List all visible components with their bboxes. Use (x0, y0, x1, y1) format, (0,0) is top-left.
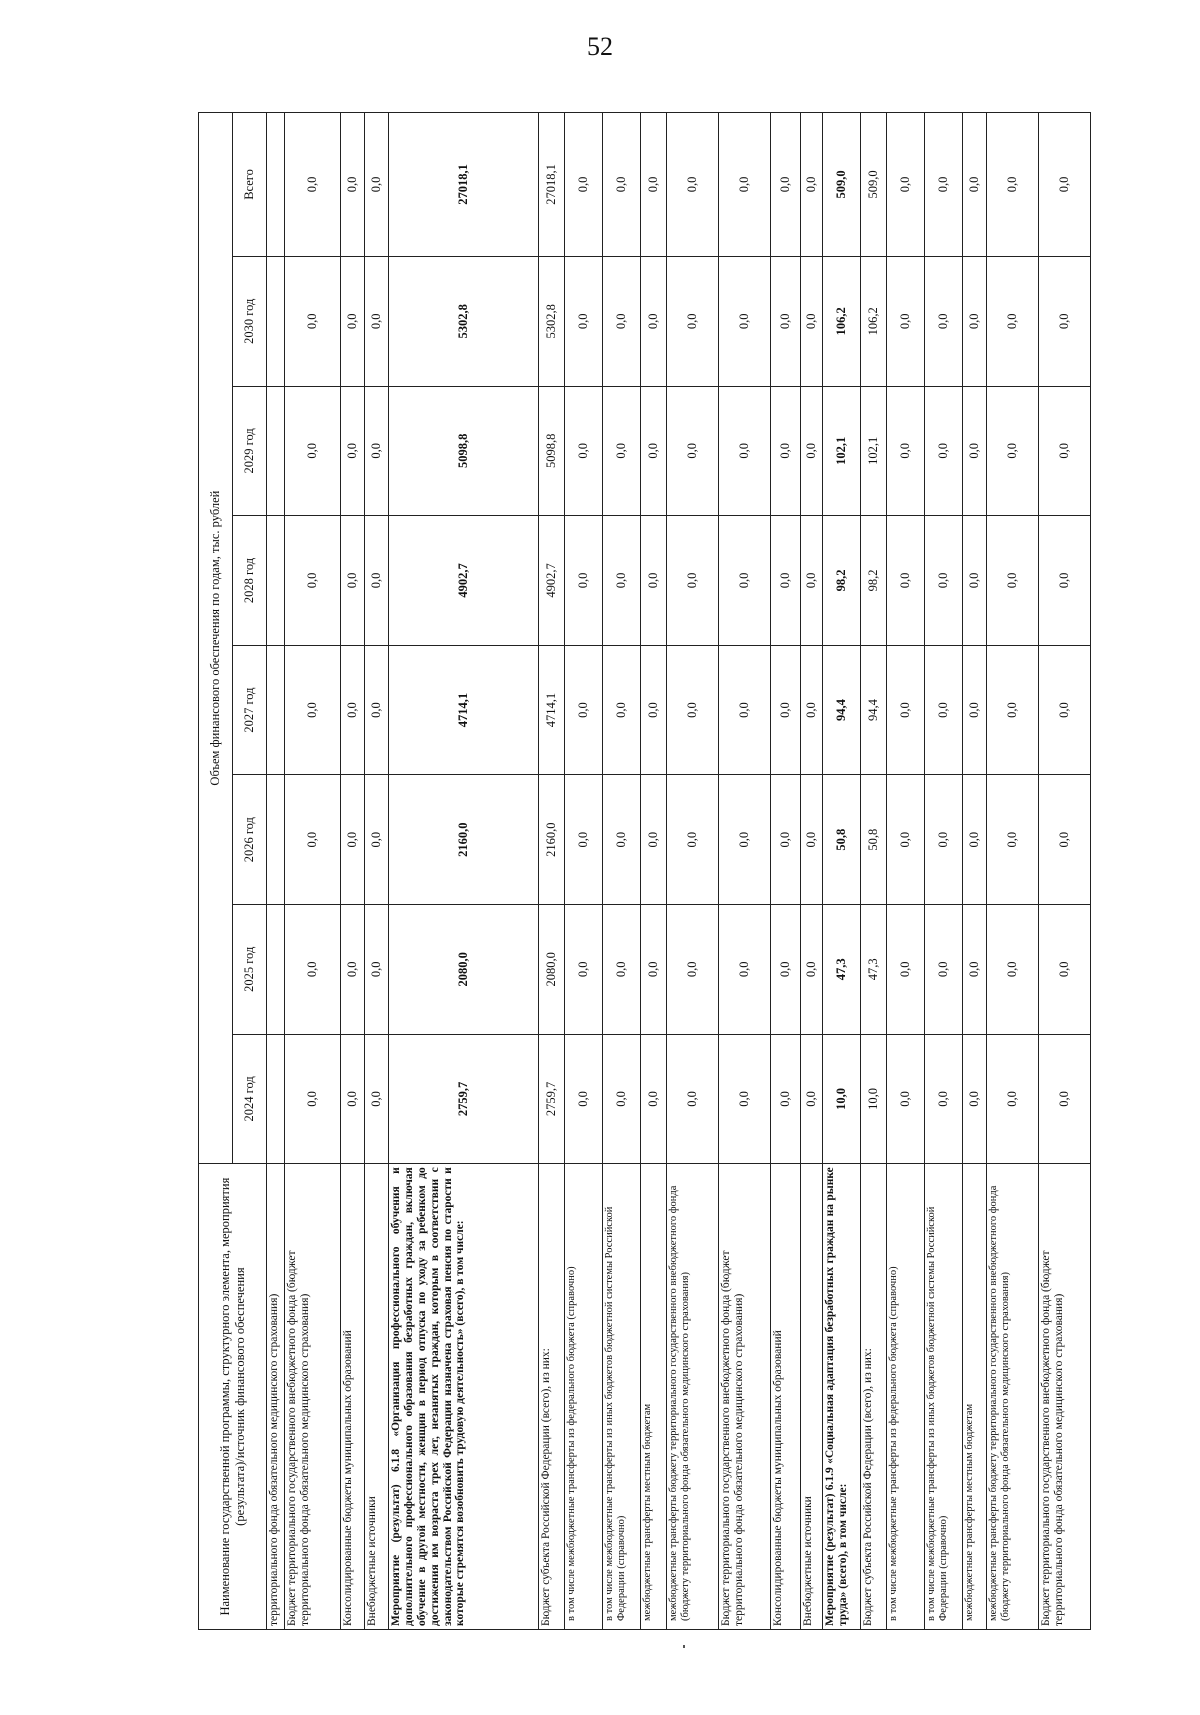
value-cell (267, 516, 285, 646)
value-cell: 0,0 (801, 904, 823, 1034)
table-row (565, 113, 603, 1630)
value-cell: 2160,0 (389, 775, 539, 905)
row-name-cell: Консолидированные бюджеты муниципальных образований (771, 1164, 801, 1630)
table-row (801, 113, 823, 1630)
value-cell: 0,0 (771, 775, 801, 905)
value-cell: 47,3 (823, 904, 861, 1034)
row-name-cell: Внебюджетные источники (801, 1164, 823, 1630)
row-name-cell: в том числе межбюджетные трансферты из иных бюджетов бюджетной системы Российской Федерации (справочно) (603, 1164, 641, 1630)
value-cell: 0,0 (801, 645, 823, 775)
value-cell: 0,0 (341, 645, 365, 775)
value-cell: 0,0 (667, 386, 719, 516)
year-header-cell: 2029 год (233, 386, 267, 516)
value-cell: 0,0 (963, 1034, 987, 1164)
value-cell: 0,0 (641, 1034, 667, 1164)
table-row (603, 113, 641, 1630)
value-cell: 0,0 (925, 516, 963, 646)
value-cell: 0,0 (719, 386, 771, 516)
value-cell: 509,0 (823, 113, 861, 257)
value-cell: 0,0 (603, 113, 641, 257)
value-cell: 0,0 (565, 256, 603, 386)
value-cell: 0,0 (641, 113, 667, 257)
value-cell: 0,0 (771, 645, 801, 775)
value-cell: 0,0 (1039, 775, 1091, 905)
value-cell (267, 256, 285, 386)
row-name-cell: Консолидированные бюджеты муниципальных образований (341, 1164, 365, 1630)
value-cell: 0,0 (603, 645, 641, 775)
value-cell: 0,0 (641, 256, 667, 386)
financing-table (198, 112, 1091, 1630)
value-cell: 0,0 (801, 113, 823, 257)
row-name-cell: в том числе межбюджетные трансферты из иных бюджетов бюджетной системы Российской Федерации (справочно) (925, 1164, 963, 1630)
value-cell: 0,0 (887, 645, 925, 775)
value-cell: 0,0 (987, 256, 1039, 386)
value-cell: 94,4 (861, 645, 887, 775)
value-cell: 0,0 (719, 256, 771, 386)
value-cell: 0,0 (1039, 645, 1091, 775)
value-cell: 0,0 (565, 113, 603, 257)
value-cell: 0,0 (925, 904, 963, 1034)
table-row (365, 113, 389, 1630)
value-cell: 0,0 (887, 775, 925, 905)
value-cell: 0,0 (887, 904, 925, 1034)
value-cell: 0,0 (963, 386, 987, 516)
value-cell: 0,0 (801, 775, 823, 905)
value-cell (267, 775, 285, 905)
value-cell: 0,0 (641, 386, 667, 516)
row-name-cell: Бюджет территориального государственного внебюджетного фонда (бюджет территориального фонда обязательного медицинского страхования) (285, 1164, 341, 1630)
value-cell: 0,0 (925, 775, 963, 905)
value-cell: 10,0 (823, 1034, 861, 1164)
table-row (925, 113, 963, 1630)
value-cell (267, 1034, 285, 1164)
value-cell: 0,0 (771, 516, 801, 646)
value-cell: 10,0 (861, 1034, 887, 1164)
value-cell: 0,0 (285, 1034, 341, 1164)
value-cell: 102,1 (823, 386, 861, 516)
stray-mark (683, 1645, 685, 1648)
value-cell: 0,0 (987, 113, 1039, 257)
value-cell (267, 386, 285, 516)
table-row (887, 113, 925, 1630)
value-cell: 0,0 (719, 1034, 771, 1164)
value-cell: 2160,0 (539, 775, 565, 905)
value-cell: 0,0 (603, 386, 641, 516)
value-cell: 0,0 (603, 904, 641, 1034)
value-cell: 0,0 (887, 256, 925, 386)
value-cell: 0,0 (1039, 1034, 1091, 1164)
value-cell: 0,0 (771, 1034, 801, 1164)
year-header-cell: 2027 год (233, 645, 267, 775)
value-cell: 0,0 (667, 516, 719, 646)
table-body (267, 113, 1091, 1630)
table-row (341, 113, 365, 1630)
value-cell: 0,0 (719, 113, 771, 257)
value-cell: 0,0 (771, 256, 801, 386)
value-cell: 0,0 (987, 386, 1039, 516)
value-cell: 27018,1 (539, 113, 565, 257)
value-cell: 0,0 (341, 775, 365, 905)
value-cell: 0,0 (801, 1034, 823, 1164)
row-name-cell: Бюджет территориального государственного внебюджетного фонда (бюджет территориального фонда обязательного медицинского страхования) (719, 1164, 771, 1630)
value-cell: 0,0 (565, 386, 603, 516)
value-cell: 0,0 (341, 516, 365, 646)
year-header-cell: Всего (233, 113, 267, 257)
value-cell: 0,0 (365, 113, 389, 257)
value-cell: 0,0 (365, 775, 389, 905)
value-cell: 0,0 (771, 904, 801, 1034)
value-cell: 0,0 (603, 516, 641, 646)
value-cell: 0,0 (341, 256, 365, 386)
value-cell: 0,0 (987, 904, 1039, 1034)
value-cell: 0,0 (641, 516, 667, 646)
value-cell: 5098,8 (539, 386, 565, 516)
value-cell: 50,8 (861, 775, 887, 905)
value-cell: 0,0 (285, 516, 341, 646)
row-name-cell: межбюджетные трансферты местным бюджетам (963, 1164, 987, 1630)
header-name-cell: Наименование государственной программы, структурного элемента, мероприятия (результата)/источник финансового обеспечения (199, 1164, 267, 1630)
value-cell: 0,0 (719, 904, 771, 1034)
value-cell: 0,0 (365, 256, 389, 386)
value-cell: 0,0 (365, 386, 389, 516)
table-row (641, 113, 667, 1630)
value-cell: 0,0 (565, 516, 603, 646)
value-cell: 4714,1 (539, 645, 565, 775)
value-cell: 0,0 (1039, 904, 1091, 1034)
value-cell: 0,0 (987, 645, 1039, 775)
value-cell: 0,0 (925, 386, 963, 516)
row-name-cell: Мероприятие (результат) 6.1.9 «Социальная адаптация безработных граждан на рынке труда» (всего), в том числе: (823, 1164, 861, 1630)
value-cell: 0,0 (365, 904, 389, 1034)
row-name-cell: в том числе межбюджетные трансферты из федерального бюджета (справочно) (887, 1164, 925, 1630)
row-name-cell: Внебюджетные источники (365, 1164, 389, 1630)
value-cell: 0,0 (667, 1034, 719, 1164)
row-name-cell: межбюджетные трансферты местным бюджетам (641, 1164, 667, 1630)
value-cell: 2080,0 (389, 904, 539, 1034)
value-cell: 106,2 (823, 256, 861, 386)
value-cell: 0,0 (925, 1034, 963, 1164)
value-cell: 5098,8 (389, 386, 539, 516)
value-cell: 2759,7 (389, 1034, 539, 1164)
value-cell: 0,0 (719, 516, 771, 646)
value-cell: 0,0 (641, 645, 667, 775)
value-cell: 0,0 (365, 1034, 389, 1164)
row-name-cell: Бюджет субъекта Российской Федерации (всего), из них: (861, 1164, 887, 1630)
value-cell: 27018,1 (389, 113, 539, 257)
table-row (267, 113, 285, 1630)
table-row (861, 113, 887, 1630)
value-cell: 4902,7 (539, 516, 565, 646)
value-cell: 5302,8 (539, 256, 565, 386)
value-cell: 0,0 (565, 645, 603, 775)
page-number: 52 (587, 32, 613, 61)
value-cell (267, 645, 285, 775)
value-cell: 0,0 (365, 645, 389, 775)
value-cell: 4902,7 (389, 516, 539, 646)
value-cell: 0,0 (565, 904, 603, 1034)
row-name-cell: межбюджетные трансферты бюджету территориального государственного внебюджетного фонда (бюджету территориального фонда обязательного медицинского страхования) (987, 1164, 1039, 1630)
row-name-cell: в том числе межбюджетные трансферты из федерального бюджета (справочно) (565, 1164, 603, 1630)
value-cell: 0,0 (719, 645, 771, 775)
year-header-cell: 2025 год (233, 904, 267, 1034)
value-cell: 0,0 (285, 645, 341, 775)
value-cell: 0,0 (887, 386, 925, 516)
value-cell: 0,0 (285, 256, 341, 386)
table-row (719, 113, 771, 1630)
value-cell: 0,0 (925, 113, 963, 257)
table-row (963, 113, 987, 1630)
value-cell: 0,0 (801, 516, 823, 646)
value-cell: 0,0 (341, 113, 365, 257)
value-cell (267, 113, 285, 257)
year-header-cell: 2024 год (233, 1034, 267, 1164)
table-row (1039, 113, 1091, 1630)
value-cell: 0,0 (667, 775, 719, 905)
rotated-table-container (198, 112, 1071, 1630)
value-cell: 0,0 (285, 904, 341, 1034)
value-cell: 0,0 (887, 1034, 925, 1164)
value-cell: 0,0 (963, 516, 987, 646)
value-cell: 4714,1 (389, 645, 539, 775)
row-name-cell: межбюджетные трансферты бюджету территориального государственного внебюджетного фонда (бюджету территориального фонда обязательного медицинского страхования) (667, 1164, 719, 1630)
value-cell: 0,0 (285, 775, 341, 905)
value-cell: 0,0 (963, 775, 987, 905)
value-cell: 0,0 (565, 775, 603, 905)
value-cell: 98,2 (861, 516, 887, 646)
value-cell: 0,0 (987, 1034, 1039, 1164)
value-cell: 0,0 (1039, 516, 1091, 646)
year-header-cell: 2026 год (233, 775, 267, 905)
value-cell: 0,0 (667, 256, 719, 386)
value-cell: 0,0 (719, 775, 771, 905)
row-name-cell: территориального фонда обязательного медицинского страхования) (267, 1164, 285, 1630)
value-cell: 0,0 (641, 904, 667, 1034)
table-row (771, 113, 801, 1630)
value-cell: 0,0 (341, 386, 365, 516)
value-cell: 0,0 (801, 256, 823, 386)
value-cell: 0,0 (1039, 256, 1091, 386)
value-cell (267, 904, 285, 1034)
value-cell: 509,0 (861, 113, 887, 257)
value-cell: 0,0 (667, 645, 719, 775)
value-cell: 102,1 (861, 386, 887, 516)
value-cell: 0,0 (341, 1034, 365, 1164)
value-cell: 94,4 (823, 645, 861, 775)
value-cell: 2080,0 (539, 904, 565, 1034)
value-cell: 0,0 (603, 775, 641, 905)
value-cell: 0,0 (771, 113, 801, 257)
value-cell: 0,0 (925, 256, 963, 386)
row-name-cell: Бюджет территориального государственного внебюджетного фонда (бюджет территориального фонда обязательного медицинского страхования) (1039, 1164, 1091, 1630)
value-cell: 0,0 (1039, 113, 1091, 257)
value-cell: 0,0 (987, 775, 1039, 905)
value-cell: 0,0 (963, 904, 987, 1034)
table-row (539, 113, 565, 1630)
value-cell: 47,3 (861, 904, 887, 1034)
value-cell: 2759,7 (539, 1034, 565, 1164)
value-cell: 0,0 (963, 256, 987, 386)
value-cell: 0,0 (603, 256, 641, 386)
value-cell: 0,0 (771, 386, 801, 516)
value-cell: 106,2 (861, 256, 887, 386)
value-cell: 0,0 (963, 113, 987, 257)
value-cell: 0,0 (641, 775, 667, 905)
value-cell: 0,0 (603, 1034, 641, 1164)
value-cell: 0,0 (925, 645, 963, 775)
table-row (823, 113, 861, 1630)
value-cell: 0,0 (987, 516, 1039, 646)
header-volume-cell: Объем финансового обеспечения по годам, тыс. рублей (199, 113, 233, 1164)
value-cell: 0,0 (667, 113, 719, 257)
value-cell: 50,8 (823, 775, 861, 905)
value-cell: 0,0 (285, 386, 341, 516)
value-cell: 0,0 (365, 516, 389, 646)
value-cell: 0,0 (341, 904, 365, 1034)
value-cell: 0,0 (801, 386, 823, 516)
row-name-cell: Мероприятие (результат) 6.1.8 «Организация профессионального обучения и дополнительного профессионального образования безработных граждан, включая обучение в другой местности, женщин в период отпуска по уходу за ребенком до достижения им возраста трех лет, незанятых граждан, которым в соответствии с законодательством Российской Федерации назначена страховая пенсия по старости и которые стремятся возобновить трудовую деятельность» (всего), в том числе: (389, 1164, 539, 1630)
value-cell: 0,0 (887, 516, 925, 646)
value-cell: 0,0 (285, 113, 341, 257)
table-row (285, 113, 341, 1630)
year-header-cell: 2030 год (233, 256, 267, 386)
table-row (389, 113, 539, 1630)
value-cell: 5302,8 (389, 256, 539, 386)
table-row (987, 113, 1039, 1630)
value-cell: 0,0 (1039, 386, 1091, 516)
value-cell: 98,2 (823, 516, 861, 646)
value-cell: 0,0 (963, 645, 987, 775)
row-name-cell: Бюджет субъекта Российской Федерации (всего), из них: (539, 1164, 565, 1630)
value-cell: 0,0 (667, 904, 719, 1034)
value-cell: 0,0 (887, 113, 925, 257)
year-header-cell: 2028 год (233, 516, 267, 646)
value-cell: 0,0 (565, 1034, 603, 1164)
table-row (667, 113, 719, 1630)
